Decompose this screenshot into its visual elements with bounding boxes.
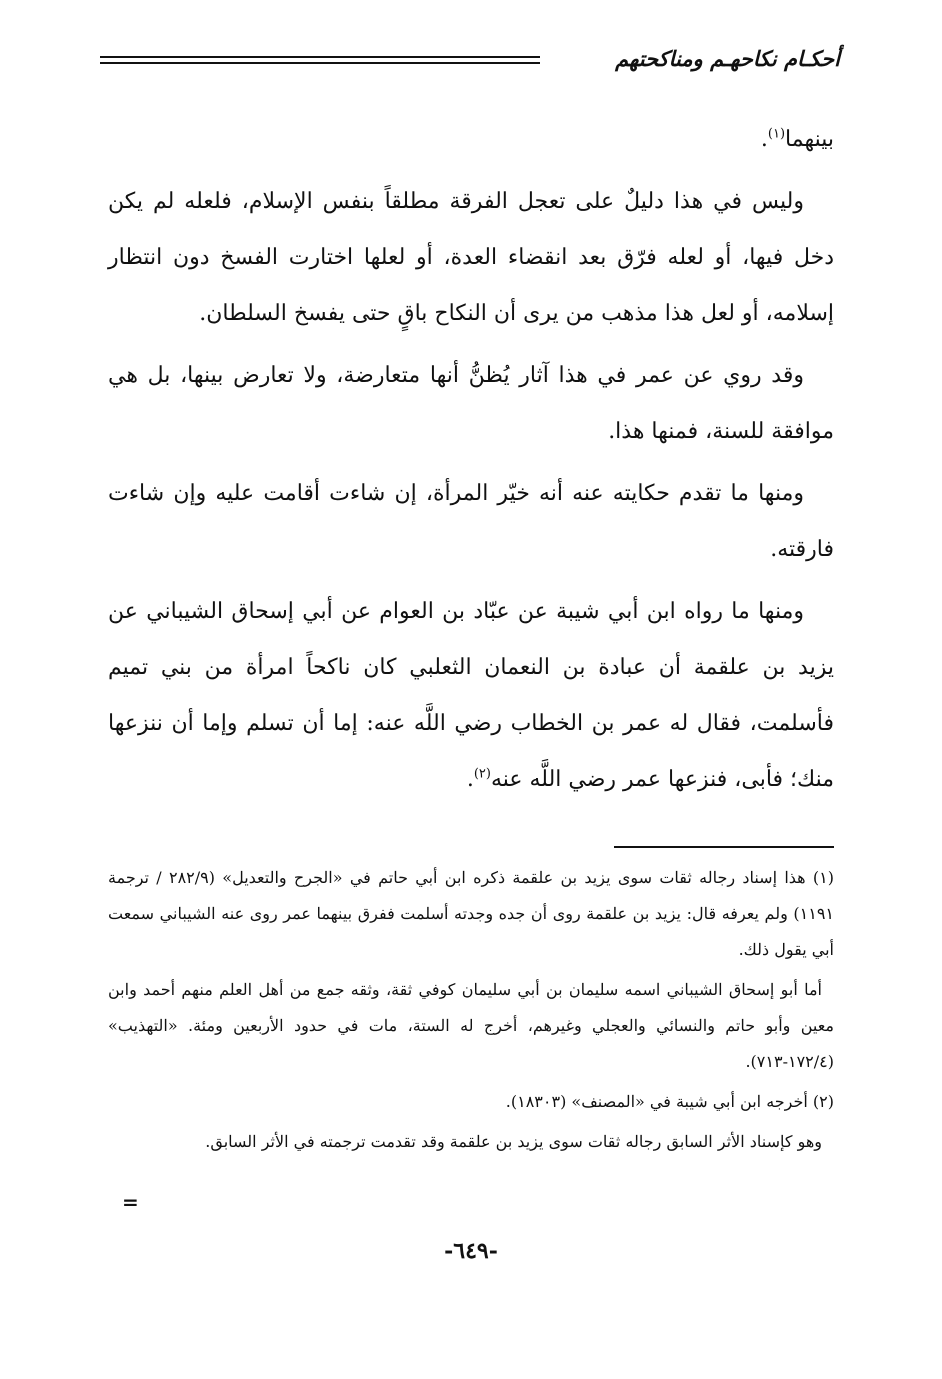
footnote-ref-2: (٢)	[473, 766, 491, 782]
paragraph-5-tail: .	[466, 767, 474, 792]
footnote-ref-1: (١)	[767, 126, 786, 142]
paragraph-1-tail: .	[760, 127, 768, 152]
running-header	[100, 44, 840, 84]
footnote-2: (٢) أخرجه ابن أبي شيبة في «المصنف» (١٨٣٠٣).	[505, 1092, 834, 1111]
paragraph-1	[108, 112, 834, 168]
continuation-mark: =	[122, 1190, 139, 1214]
footnotes	[108, 860, 834, 1164]
footnote-separator	[614, 846, 834, 848]
paragraph-2: وليس في هذا دليلٌ على تعجل الفرقة مطلقاً بنفس الإسلام، فلعله لم يكن دخل فيها، أو لعله فرّق بعد انقضاء العدة، أو لعلها اختارت الفسخ دون انتظار إسلامه، أو لعل هذا مذهب من يرى أن النكاح باقٍ حتى يفسخ السلطان.	[108, 189, 834, 326]
footnote-1-continued: أما أبو إسحاق الشيباني اسمه سليمان بن أبي سليمان كوفي ثقة، وثقه جمع من أهل العلم منهم أحمد وابن معين وأبو حاتم والنسائي والعجلي وغيرهم، أخرج له الستة، مات في حدود الأربعين ومئة. «التهذيب» (١٧٢/٤-٧١٣).	[108, 980, 834, 1071]
paragraph-1-text: بينهما	[785, 127, 834, 152]
main-text	[108, 112, 834, 814]
paragraph-5-text: ومنها ما رواه ابن أبي شيبة عن عبّاد بن العوام عن أبي إسحاق الشيباني عن يزيد بن علقمة أن عبادة بن النعمان الثعلبي كان ناكحاً امرأة من بني تميم فأسلمت، فقال له عمر بن الخطاب رضي اللَّه عنه: إما أن تسلم وإما أن ننزعها منك؛ فأبى، فنزعها عمر رضي اللَّه عنه	[108, 599, 834, 792]
header-title: أحكـام نكاحهـم ومناكحتهم	[615, 46, 840, 71]
footnote-1: (١) هذا إسناد رجاله ثقات سوى يزيد بن علقمة ذكره ابن أبي حاتم في «الجرح والتعديل» (٢٨٢/٩ / ترجمة ١١٩١) ولم يعرفه قال: يزيد بن علقمة روى أن جده وجدته أسلمت ففرق بينهما عمر روى عنه الشيباني سمعت أبي يقول ذلك.	[108, 868, 834, 959]
paragraph-4: ومنها ما تقدم حكايته عنه أنه خيّر المرأة، إن شاءت أقامت عليه وإن شاءت فارقته.	[108, 481, 834, 562]
page-number: -٦٤٩-	[444, 1238, 498, 1264]
header-double-rule	[100, 56, 540, 64]
paragraph-3: وقد روي عن عمر في هذا آثار يُظنُّ أنها متعارضة، ولا تعارض بينها، بل هي موافقة للسنة، فمنها هذا.	[108, 363, 834, 444]
paragraph-5	[108, 584, 834, 808]
footnote-2-continued: وهو كإسناد الأثر السابق رجاله ثقات سوى يزيد بن علقمة وقد تقدمت ترجمته في الأثر السابق.	[205, 1132, 822, 1151]
